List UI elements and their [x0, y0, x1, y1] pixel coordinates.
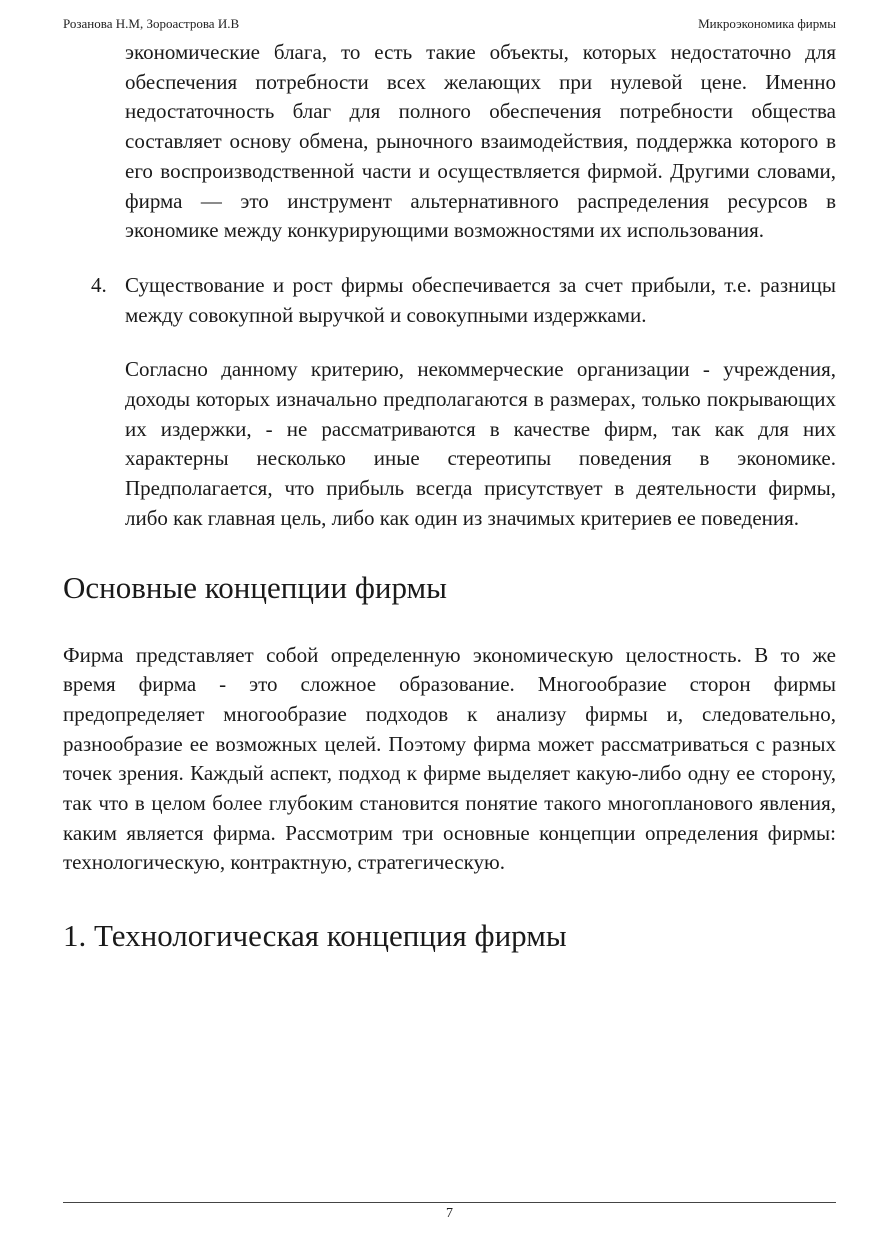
subsection-heading: 1. Технологическая концепция фирмы — [63, 918, 567, 954]
continued-paragraph: экономические блага, то есть такие объекты, которых недостаточно для обеспечения потребности всех желающих при нулевой цене. Именно недостаточность благ для полного обеспечения потребности общества составляет основу обмена, рыночного взаимодействия, поддержка которого в его воспроизводственной части и осуществляется фирмой. Другими словами, фирма — это инструмент альтернативного распределения ресурсов в экономике между конкурирующими возможностями их использования. — [125, 40, 836, 243]
footer-divider — [63, 1202, 836, 1203]
section-heading: Основные концепции фирмы — [63, 569, 447, 605]
section-paragraph: Фирма представляет собой определенную экономическую целостность. В то же время фирма - это сложное образование. Многообразие сторон фирмы предопределяет многообразие подходов к анализу фирмы и, следовательно, разнообразие ее возможных целей. Поэтому фирма может рассматриваться с разных точек зрения. Каждый аспект, подход к фирме выделяет какую-либо одну ее сторону, так что в целом более глубоким становится понятие такого многопланового явления, каким является фирма. Рассмотрим три основные концепции определения фирмы: технологическую, контрактную, стратегическую. — [63, 642, 836, 875]
header-title: Микроэкономика фирмы — [698, 16, 836, 31]
header-authors: Розанова Н.М, Зороастрова И.В — [63, 16, 240, 31]
page-number: 7 — [446, 1206, 453, 1221]
page-header — [63, 16, 836, 32]
page-content — [63, 38, 836, 956]
list-item-text: Существование и рост фирмы обеспечивается за счет прибыли, т.е. разницы между совокупной выручкой и совокупными издержками. — [125, 272, 836, 327]
list-item-explanation: Согласно данному критерию, некоммерческие организации - учреждения, доходы которых изначально предполагаются в размерах, только покрывающих их издержки, - не рассматриваются в качестве фирм, так как для них характерны несколько иные стереотипы поведения в экономике. Предполагается, что прибыль всегда присутствует в деятельности фирмы, либо как главная цель, либо как один из значимых критериев ее поведения. — [125, 357, 836, 530]
list-item-number: 4. — [91, 272, 107, 297]
list-item-4 — [91, 271, 836, 534]
